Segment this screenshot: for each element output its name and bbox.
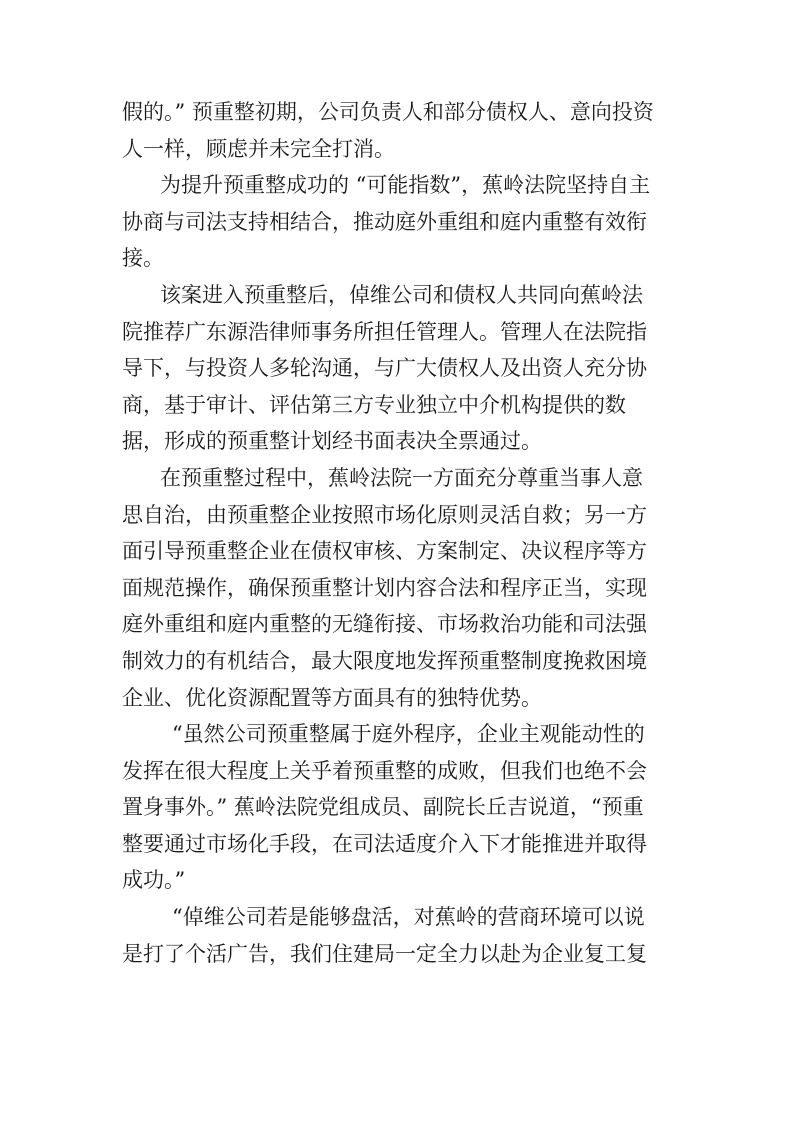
article-body: [122, 94, 670, 972]
text-line: 为提升预重整成功的 “可能指数”，蕉岭法院坚持自主: [160, 173, 651, 198]
text-line: 面规范操作，确保预重整计划内容合法和程序正当，实现: [122, 575, 647, 600]
text-line: 置身事外。” 蕉岭法院党组成员、副院长丘吉说道，“预重: [122, 795, 644, 820]
paragraph: [122, 899, 670, 972]
text-line: 庭外重组和庭内重整的无缝衔接、市场救治功能和司法强: [122, 612, 647, 637]
text-line: 发挥在很大程度上关乎着预重整的成败，但我们也绝不会: [122, 758, 647, 783]
paragraph: [122, 277, 670, 460]
paragraph: [122, 460, 670, 716]
text-line: “倬维公司若是能够盘活，对蕉岭的营商环境可以说: [172, 905, 645, 930]
text-line: 协商与司法支持相结合，推动庭外重组和庭内重整有效衔: [122, 209, 647, 234]
text-line: 企业、优化资源配置等方面具有的独特优势。: [122, 685, 542, 710]
text-line: 是打了个活广告，我们住建局一定全力以赴为企业复工复: [122, 941, 647, 966]
text-line: 接。: [122, 246, 164, 271]
text-line: 该案进入预重整后，倬维公司和债权人共同向蕉岭法: [160, 282, 643, 307]
text-line: 整要通过市场化手段，在司法适度介入下才能推进并取得: [122, 831, 647, 856]
text-line: “虽然公司预重整属于庭外程序，企业主观能动性的: [172, 722, 645, 747]
text-line: 人一样，顾虑并未完全打消。: [122, 136, 395, 161]
text-line: 成功。”: [122, 868, 186, 893]
text-line: 面引导预重整企业在债权审核、方案制定、决议程序等方: [122, 539, 647, 564]
text-line: 在预重整过程中，蕉岭法院一方面充分尊重当事人意: [160, 465, 643, 490]
text-line: 院推荐广东源浩律师事务所担任管理人。管理人在法院指: [122, 319, 647, 344]
paragraph: [122, 94, 670, 167]
text-line: 据，形成的预重整计划经书面表决全票通过。: [122, 429, 542, 454]
text-line: 导下，与投资人多轮沟通，与广大债权人及出资人充分协: [122, 356, 647, 381]
text-line: 制效力的有机结合，最大限度地发挥预重整制度挽救困境: [122, 648, 647, 673]
text-line: 假的。” 预重整初期，公司负责人和部分债权人、意向投资: [122, 100, 654, 124]
text-line: 商，基于审计、评估第三方专业独立中介机构提供的数: [122, 392, 626, 417]
paragraph: [122, 167, 670, 277]
text-line: 思自治，由预重整企业按照市场化原则灵活自救；另一方: [122, 502, 647, 527]
paragraph: [122, 716, 670, 899]
